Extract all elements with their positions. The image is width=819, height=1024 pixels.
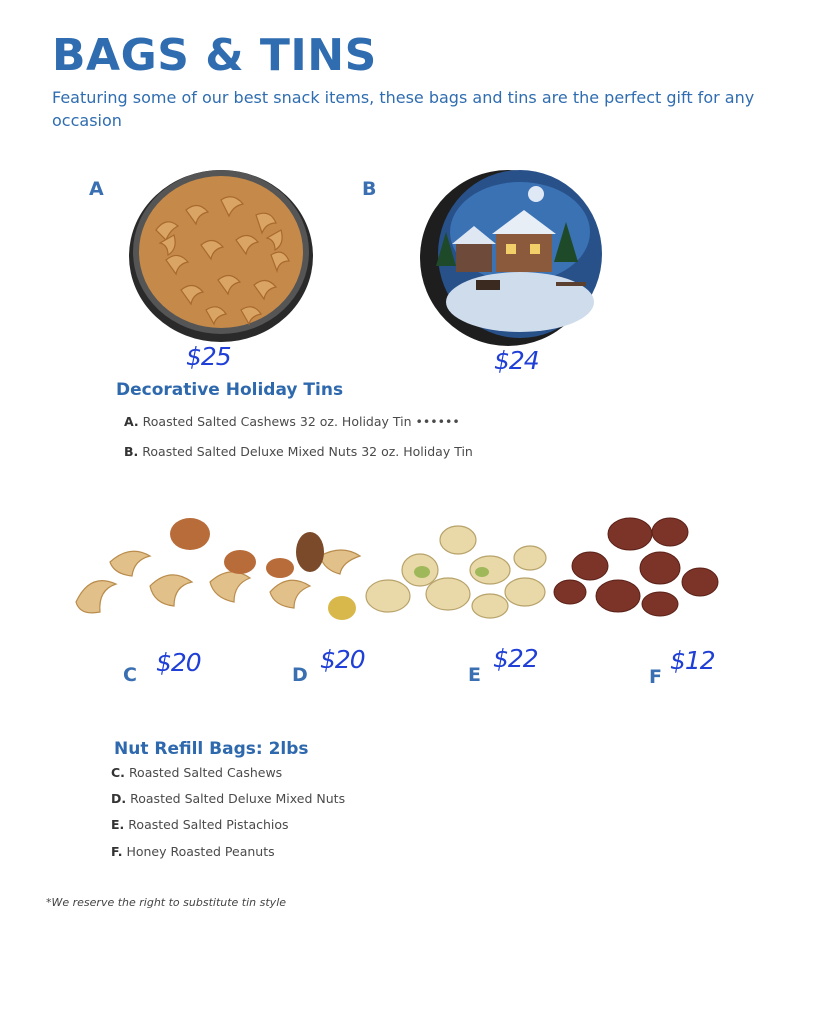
bag-item-d bbox=[111, 791, 345, 806]
product-letter-f: F bbox=[649, 666, 662, 688]
price-b: $24 bbox=[494, 346, 539, 375]
nuts-assortment-image bbox=[70, 512, 730, 632]
footer-note: *We reserve the right to substitute tin style bbox=[46, 896, 287, 909]
item-name: Honey Roasted Peanuts bbox=[126, 844, 275, 859]
item-name: Roasted Salted Deluxe Mixed Nuts bbox=[130, 791, 346, 806]
cashews-tin-image bbox=[126, 160, 316, 346]
price-a: $25 bbox=[186, 342, 231, 371]
item-name: Roasted Salted Cashews bbox=[128, 765, 283, 780]
product-letter-e: E bbox=[468, 664, 481, 686]
item-marker: C. bbox=[111, 765, 125, 780]
winter-scene-tin-image bbox=[416, 162, 608, 350]
bags-section-heading: Nut Refill Bags: 2lbs bbox=[114, 739, 309, 759]
product-letter-a: A bbox=[89, 178, 104, 200]
bag-item-e bbox=[111, 817, 289, 832]
tin-item-b bbox=[124, 444, 473, 459]
item-name: Roasted Salted Cashews 32 oz. Holiday Tin •••••• bbox=[142, 414, 460, 429]
price-c: $20 bbox=[156, 648, 201, 677]
item-name: Roasted Salted Pistachios bbox=[128, 817, 289, 832]
item-name: Roasted Salted Deluxe Mixed Nuts 32 oz. Holiday Tin bbox=[142, 444, 473, 459]
price-e: $22 bbox=[493, 644, 538, 673]
page-title: BAGS & TINS bbox=[52, 30, 377, 81]
item-marker: E. bbox=[111, 817, 125, 832]
page-subtitle: Featuring some of our best snack items, these bags and tins are the perfect gift for any occasion bbox=[52, 88, 755, 130]
bag-item-f bbox=[111, 844, 275, 859]
price-f: $12 bbox=[670, 646, 715, 675]
product-letter-b: B bbox=[362, 178, 377, 200]
product-letter-d: D bbox=[292, 664, 308, 686]
tins-section-heading: Decorative Holiday Tins bbox=[116, 380, 344, 400]
item-marker: B. bbox=[124, 444, 139, 459]
tin-item-a bbox=[124, 414, 460, 429]
product-letter-c: C bbox=[123, 664, 137, 686]
item-marker: F. bbox=[111, 844, 123, 859]
item-marker: A. bbox=[124, 414, 139, 429]
item-marker: D. bbox=[111, 791, 127, 806]
bag-item-c bbox=[111, 765, 282, 780]
price-d: $20 bbox=[320, 645, 365, 674]
